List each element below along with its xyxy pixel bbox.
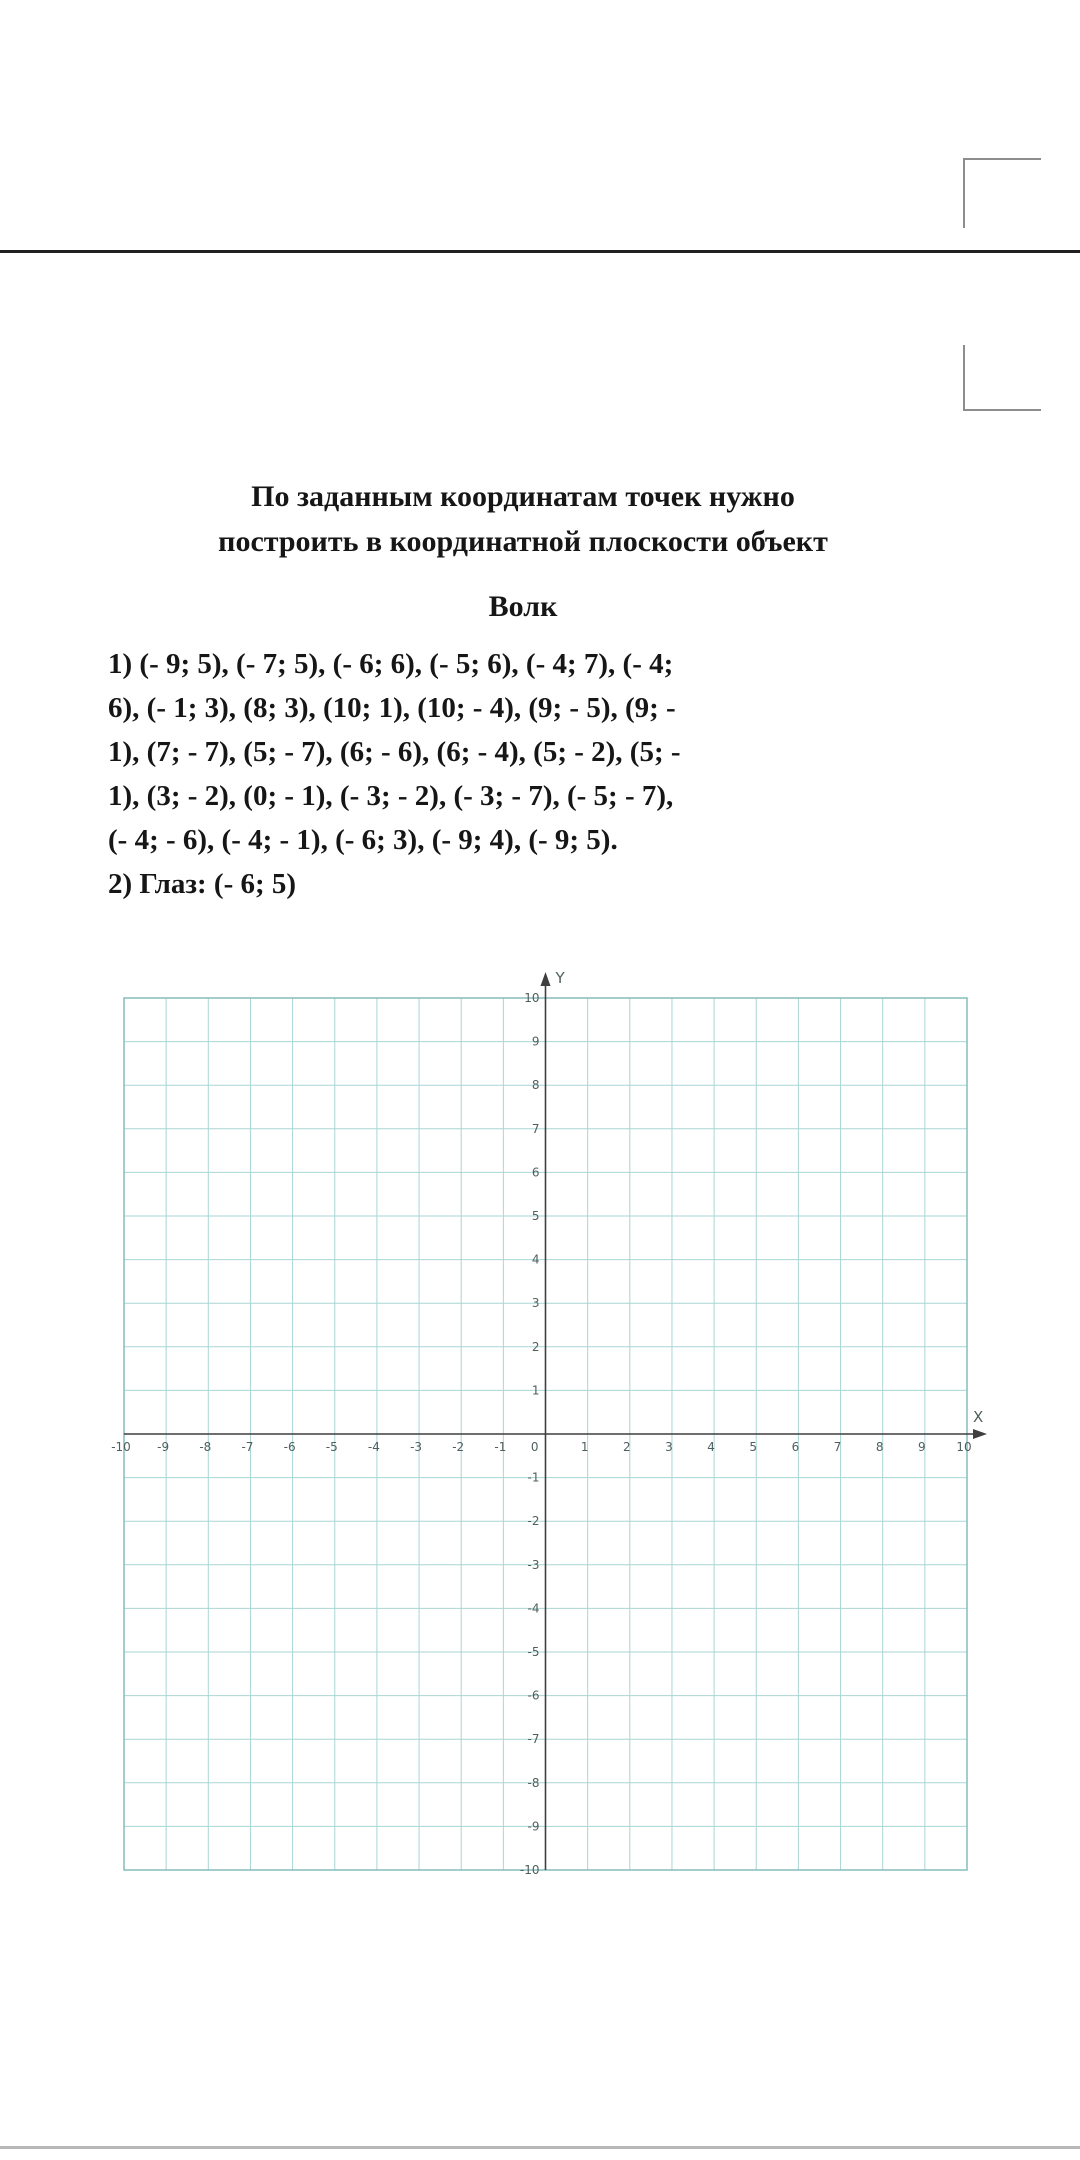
svg-text:-2: -2: [527, 1514, 540, 1529]
svg-text:0: 0: [530, 1440, 539, 1454]
svg-text:2: 2: [622, 1440, 631, 1454]
coordinates-list: [108, 642, 954, 906]
coordinates-line: (- 4; - 6), (- 4; - 1), (- 6; 3), (- 9; 4), (- 9; 5).: [108, 824, 618, 856]
svg-text:10: 10: [524, 991, 540, 1005]
svg-text:4: 4: [531, 1252, 540, 1267]
svg-text:1: 1: [531, 1383, 540, 1398]
coordinates-line: 1), (3; - 2), (0; - 1), (- 3; - 2), (- 3; - 7), (- 5; - 7),: [108, 780, 674, 812]
svg-text:1: 1: [580, 1440, 589, 1454]
coordinate-grid: [100, 966, 1020, 1916]
svg-text:-6: -6: [283, 1440, 296, 1454]
svg-text:-9: -9: [527, 1819, 540, 1834]
svg-text:9: 9: [918, 1440, 926, 1454]
figure-title: Волк: [488, 590, 558, 623]
svg-text:-8: -8: [527, 1775, 540, 1790]
svg-text:-2: -2: [452, 1440, 465, 1454]
svg-text:9: 9: [531, 1034, 540, 1049]
svg-text:Y: Y: [555, 969, 565, 987]
svg-text:8: 8: [531, 1078, 540, 1093]
svg-text:X: X: [973, 1408, 984, 1426]
svg-text:-6: -6: [527, 1688, 540, 1703]
svg-text:-4: -4: [527, 1601, 540, 1616]
svg-text:-10: -10: [519, 1863, 540, 1877]
crop-mark-top: [963, 158, 1041, 228]
svg-text:3: 3: [531, 1296, 540, 1311]
coordinates-line: 1), (7; - 7), (5; - 7), (6; - 6), (6; - 4), (5; - 2), (5; -: [108, 736, 681, 768]
svg-text:-10: -10: [111, 1440, 131, 1454]
svg-text:-9: -9: [157, 1440, 170, 1454]
svg-text:-3: -3: [527, 1557, 540, 1572]
svg-text:5: 5: [749, 1440, 758, 1454]
svg-text:8: 8: [875, 1440, 884, 1454]
svg-text:3: 3: [665, 1440, 673, 1454]
svg-text:-8: -8: [199, 1440, 212, 1454]
svg-text:4: 4: [707, 1440, 715, 1454]
task-title-line2: построить в координатной плоскости объект: [218, 525, 828, 558]
crop-mark-bottom: [963, 345, 1041, 411]
svg-text:-7: -7: [527, 1732, 540, 1747]
coordinates-line: 2) Глаз: (- 6; 5): [108, 868, 297, 900]
task-title: [20, 474, 1026, 564]
svg-text:-3: -3: [410, 1440, 423, 1454]
bottom-rule: [0, 2146, 1080, 2149]
coordinates-line: 6), (- 1; 3), (8; 3), (10; 1), (10; - 4), (9; - 5), (9; -: [108, 692, 676, 724]
svg-text:-1: -1: [527, 1470, 540, 1485]
top-rule: [0, 250, 1080, 253]
coordinates-line: 1) (- 9; 5), (- 7; 5), (- 6; 6), (- 5; 6), (- 4; 7), (- 4;: [108, 648, 674, 680]
svg-text:6: 6: [791, 1440, 800, 1454]
svg-text:6: 6: [531, 1165, 540, 1180]
svg-text:10: 10: [956, 1440, 972, 1454]
svg-text:-1: -1: [494, 1440, 507, 1454]
svg-text:-4: -4: [367, 1440, 380, 1454]
svg-text:7: 7: [531, 1121, 540, 1136]
svg-text:-5: -5: [325, 1440, 338, 1454]
svg-text:7: 7: [833, 1440, 842, 1454]
svg-text:2: 2: [531, 1339, 540, 1354]
task-title-line1: По заданным координатам точек нужно: [251, 480, 795, 513]
svg-text:-7: -7: [241, 1440, 254, 1454]
svg-text:5: 5: [531, 1209, 540, 1223]
svg-text:-5: -5: [527, 1645, 540, 1659]
